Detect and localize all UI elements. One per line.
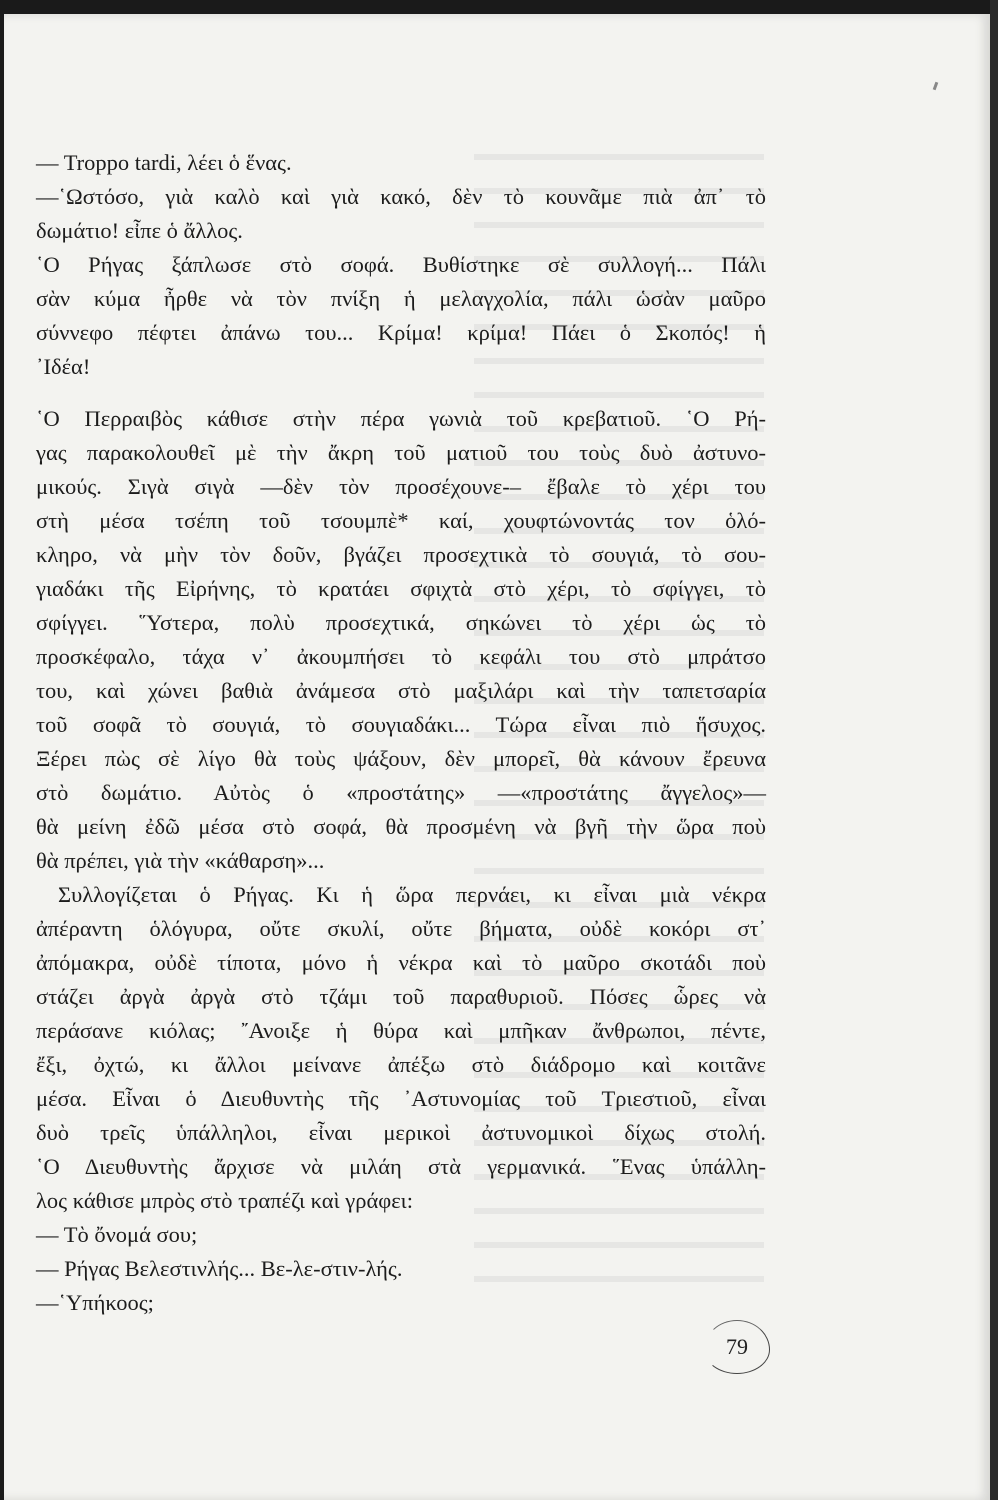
text-line: ἀπέραντη ὁλόγυρα, οὔτε σκυλί, οὔτε βήματα, οὐδὲ κοκόρι στ᾿ xyxy=(36,916,766,941)
paper-mark xyxy=(933,82,939,91)
text-line: ἔξι, ὀχτώ, κι ἄλλοι μείνανε ἀπέξω στὸ διάδρομο καὶ κοιτᾶνε xyxy=(36,1052,766,1077)
text-line: περάσανε κιόλας; ῎Ανοιξε ἡ θύρα καὶ μπῆκαν ἄνθρωποι, πέντε, xyxy=(36,1018,766,1043)
text-line: ᾿Ιδέα! xyxy=(36,354,91,379)
text-line: Ξέρει πὼς σὲ λίγο θὰ τοὺς ψάξουν, δὲν μπορεῖ, θὰ κάνουν ἔρευνα xyxy=(36,746,766,771)
text-line: ῾Ο Διευθυντὴς ἄρχισε νὰ μιλάη στὰ γερμανικά. ῞Ενας ὑπάλλη- xyxy=(36,1154,766,1179)
text-line: προσκέφαλο, τάχα ν᾿ ἀκουμπήσει τὸ κεφάλι του στὸ μπράτσο xyxy=(36,644,766,669)
text-line: — Ρήγας Βελεστινλής... Βε-λε-στιν-λής. xyxy=(36,1256,403,1281)
body-text xyxy=(36,146,766,1320)
text-line: γας παρακολουθεῖ μὲ τὴν ἄκρη τοῦ ματιοῦ του τοὺς δυὸ ἀστυνο- xyxy=(36,440,766,465)
text-line: σὰν κύμα ἦρθε νὰ τὸν πνίξη ἡ μελαγχολία, πάλι ὡσὰν μαῦρο xyxy=(36,286,766,311)
page-edge xyxy=(990,0,998,1500)
text-line: στὸ δωμάτιο. Αὐτὸς ὁ «προστάτης» —«προστάτης ἄγγελος»— xyxy=(36,780,766,805)
text-line: τοῦ σοφᾶ τὸ σουγιά, τὸ σουγιαδάκι... Τώρα εἶναι πιὸ ἥσυχος. xyxy=(36,712,766,737)
text-line: του, καὶ χώνει βαθιὰ ἀνάμεσα στὸ μαξιλάρι καὶ τὴν ταπετσαρία xyxy=(36,678,766,703)
text-line: — Troppo tardi, λέει ὁ ἕνας. xyxy=(36,150,292,175)
text-line: θὰ πρέπει, γιὰ τὴν «κάθαρση»... xyxy=(36,848,325,873)
text-line: σύννεφο πέφτει ἀπάνω του... Κρίμα! κρίμα! Πάει ὁ Σκοπός! ἡ xyxy=(36,320,766,345)
text-line: μικούς. Σιγὰ σιγὰ —δὲν τὸν προσέχουνε-– ἔβαλε τὸ χέρι του xyxy=(36,474,766,499)
text-line: σφίγγει. ῞Υστερα, πολὺ προσεχτικά, σηκώνει τὸ χέρι ὡς τὸ xyxy=(36,610,766,635)
text-line: στάζει ἀργὰ ἀργὰ στὸ τζάμι τοῦ παραθυριοῦ. Πόσες ὧρες νὰ xyxy=(36,984,766,1009)
page-number xyxy=(704,1320,770,1374)
text-line: κληρο, νὰ μὴν τὸν δοῦν, βγάζει προσεχτικὰ τὸ σουγιά, τὸ σου- xyxy=(36,542,766,567)
text-line: —῾Υπήκοος; xyxy=(36,1290,154,1315)
text-line: ῾Ο Ρήγας ξάπλωσε στὸ σοφά. Βυθίστηκε σὲ συλλογή... Πάλι xyxy=(36,252,766,277)
text-line: δωμάτιο! εἶπε ὁ ἄλλος. xyxy=(36,218,243,243)
text-line: ἀπόμακρα, οὐδὲ τίποτα, μόνο ἡ νέκρα καὶ τὸ μαῦρο σκοτάδι ποὺ xyxy=(36,950,766,975)
page-number-label: 79 xyxy=(726,1334,748,1359)
text-line: —῾Ωστόσο, γιὰ καλὸ καὶ γιὰ κακό, δὲν τὸ κουνᾶμε πιὰ ἀπ᾿ τὸ xyxy=(36,184,766,209)
text-line: μέσα. Εἶναι ὁ Διευθυντὴς τῆς ᾿Αστυνομίας τοῦ Τριεστιοῦ, εἶναι xyxy=(36,1086,766,1111)
text-line: — Τὸ ὄνομά σου; xyxy=(36,1222,198,1247)
text-line: δυὸ τρεῖς ὑπάλληλοι, εἶναι μερικοὶ ἀστυνομικοὶ δίχως στολή. xyxy=(36,1120,766,1145)
text-line: ῾Ο Περραιβὸς κάθισε στὴν πέρα γωνιὰ τοῦ κρεβατιοῦ. ῾Ο Ρή- xyxy=(36,406,766,431)
text-line: στὴ μέσα τσέπη τοῦ τσουμπὲ* καί, χουφτώνοντάς τον ὁλό- xyxy=(36,508,766,533)
text-line: λος κάθισε μπρὸς στὸ τραπέζι καὶ γράφει: xyxy=(36,1188,413,1213)
text-line: θὰ μείνη ἐδῶ μέσα στὸ σοφά, θὰ προσμένη νὰ βγῆ τὴν ὥρα ποὺ xyxy=(36,814,766,839)
text-line: γιαδάκι τῆς Εἰρήνης, τὸ κρατάει σφιχτὰ στὸ χέρι, τὸ σφίγγει, τὸ xyxy=(36,576,766,601)
text-line: Συλλογίζεται ὁ Ρήγας. Κι ἡ ὥρα περνάει, κι εἶναι μιὰ νέκρα xyxy=(58,882,766,907)
paragraph-gap xyxy=(36,384,766,402)
